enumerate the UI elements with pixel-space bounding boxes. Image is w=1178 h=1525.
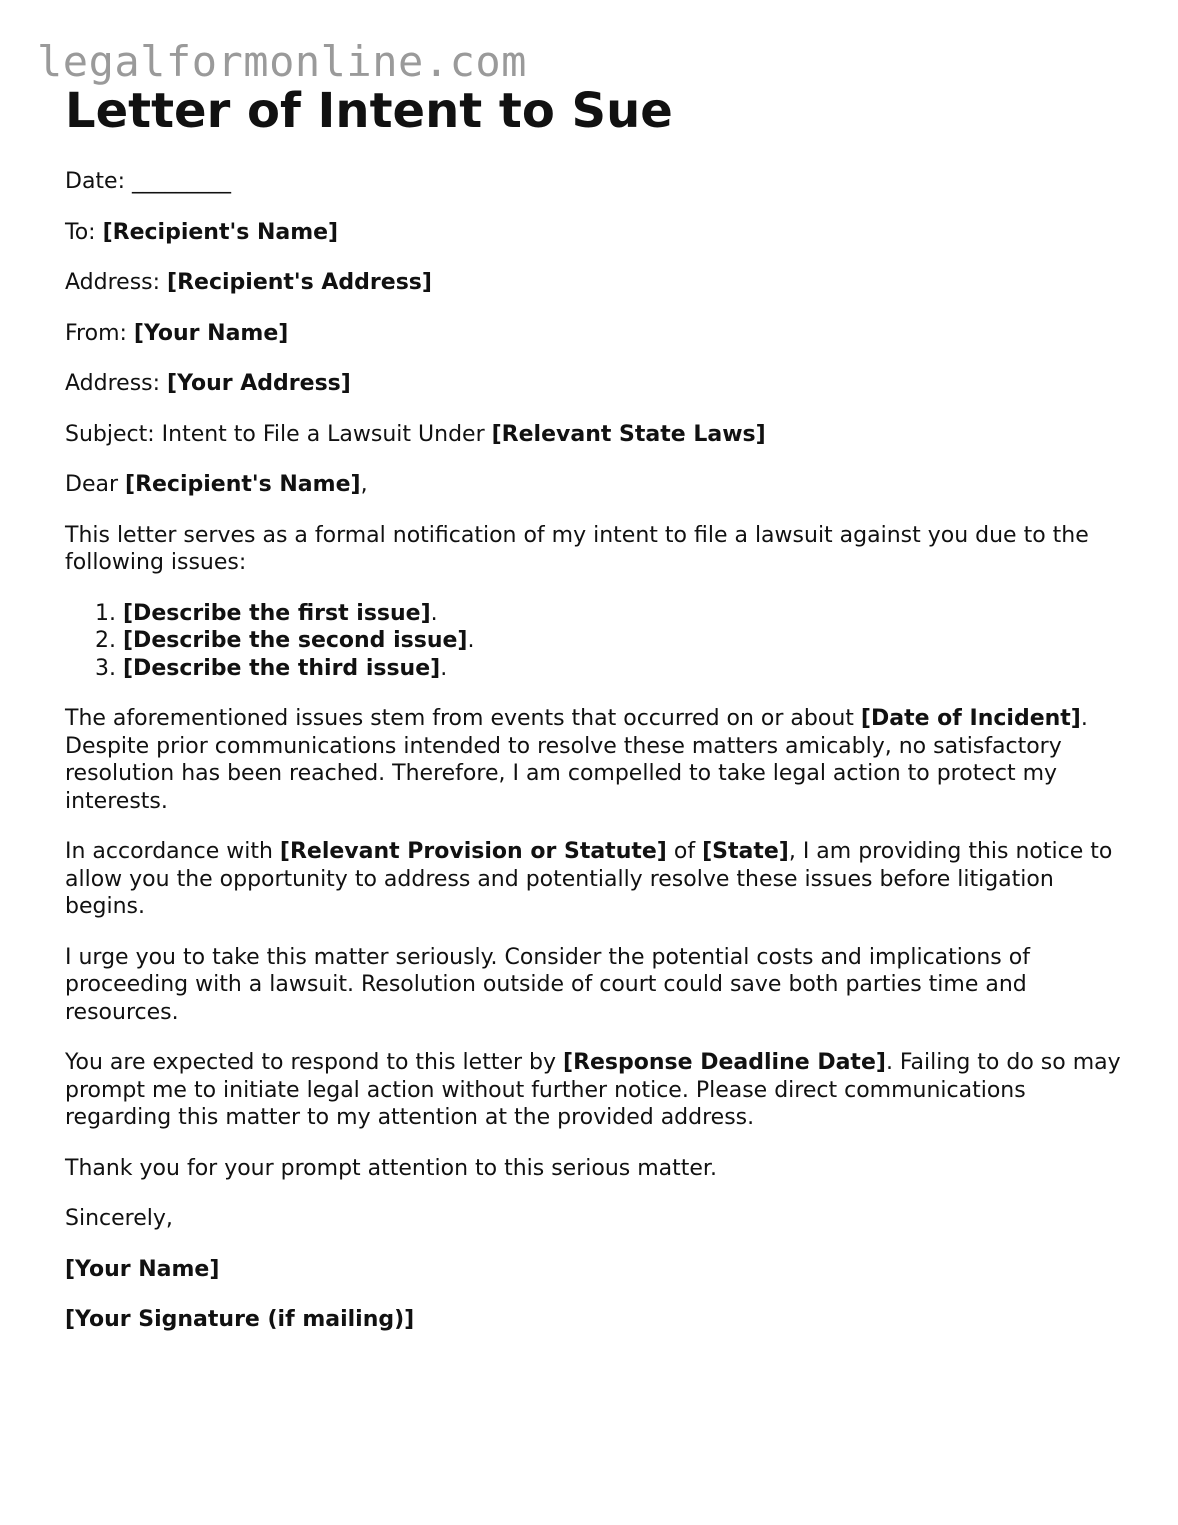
closing: Sincerely, [65,1206,173,1231]
signature-line: [Your Signature (if mailing)] [65,1307,415,1332]
to-address-line [65,269,1125,297]
statute-placeholder: [Relevant Provision or Statute] [279,839,667,864]
site-watermark: legalformonline.com [37,37,527,86]
salutation-prefix: Dear [65,472,119,497]
intro-paragraph: This letter serves as a formal notification of my intent to file a lawsuit against you due to the following issues: [65,522,1089,575]
from-address-label: Address: [65,371,161,396]
list-item: 1. [Describe the first issue]. [123,600,1125,628]
to-address-value: [Recipient's Address] [167,270,432,295]
deadline-placeholder: [Response Deadline Date] [563,1050,886,1075]
list-item: 2. [Describe the second issue]. [123,627,1125,655]
deadline-paragraph: You are expected to respond to this letter by [Response Deadline Date]. Failing to do so may prompt me to initiate legal action without further notice. Please direct communications regarding this matter to my attention at the provided address. [65,1050,1121,1130]
salutation-name: [Recipient's Name] [125,472,361,497]
subject-label: Subject: Intent to File a Lawsuit Under [65,421,485,447]
incident-date: [Date of Incident] [860,706,1081,731]
from-value: [Your Name] [133,320,289,346]
subject-value: [Relevant State Laws] [491,421,766,447]
page-title: Letter of Intent to Sue [65,83,673,139]
list-item: 3. [Describe the third issue]. [123,655,1125,683]
date-blank: _________ [132,169,231,194]
salutation-suffix: , [360,472,368,497]
to-label: To: [65,219,96,245]
salutation [65,471,1125,499]
from-line [65,320,1125,348]
issue-text: [Describe the second issue] [123,628,468,653]
statute-paragraph: In accordance with [Relevant Provision or Statute] of [State], I am providing this notice to allow you the opportunity to address and potentially resolve these issues before litigation begins. [65,839,1113,919]
to-line [65,219,1125,247]
to-value: [Recipient's Name] [102,219,339,245]
from-address-line [65,370,1125,398]
state-placeholder: [State] [702,839,789,864]
issue-text: [Describe the first issue] [123,600,431,626]
to-address-label: Address: [65,270,161,295]
issue-list [65,600,1125,683]
from-address-value: [Your Address] [167,371,351,396]
urge-paragraph: I urge you to take this matter seriously. Consider the potential costs and implications of proceeding with a lawsuit. Resolution outside of court could save both parties time and resources. [65,944,1030,1025]
date-line [65,168,1125,196]
incident-paragraph: The aforementioned issues stem from events that occurred on or about [Date of Incident]. Despite prior communications intended to resolve these matters amicably, no satisfactory resolution has been reached. Therefore, I am compelled to take legal action to protect my interests. [65,706,1088,814]
thanks-paragraph: Thank you for your prompt attention to this serious matter. [65,1155,717,1181]
issue-text: [Describe the third issue] [123,655,441,681]
signature-name: [Your Name] [65,1256,220,1282]
subject-line [65,421,1125,449]
date-label: Date: [65,169,125,194]
letter-document [65,82,1125,1357]
from-label: From: [65,320,127,346]
